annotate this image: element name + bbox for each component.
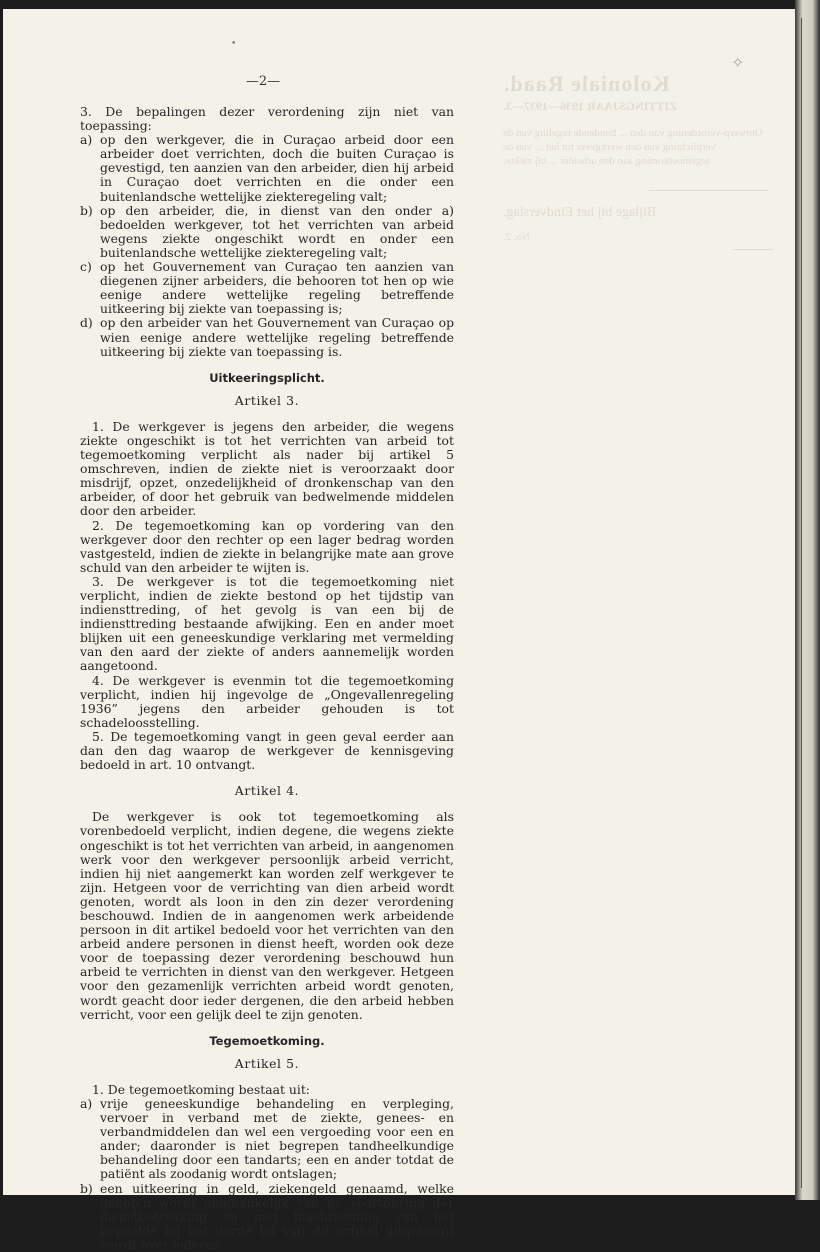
item-label: d) [80, 315, 93, 331]
paragraph: 3. De werkgever is tot die tegemoetkoming niet verplicht, indien de ziekte bestond op het tijdstip van indiensttreding, of het gevolg is van een bij de indiensttreding bestaande afwijking. Een en ander moet blijken uit een geneeskundige verklaring met vermelding van den aard der ziekte of anders aannemelijk worden aangetoond. [80, 573, 454, 674]
bleed-rule [649, 190, 769, 191]
article-title: Artikel 5. [234, 1055, 300, 1071]
section-heading: Uitkeeringsplicht. [209, 370, 325, 385]
page-number: —2— [245, 74, 281, 89]
item-label: c) [80, 259, 92, 275]
list-item [80, 1182, 454, 1252]
speck-mark: ✧ [731, 53, 745, 72]
speck-mark: • [231, 39, 237, 49]
bleed-line-1: Koloniale Raad. [503, 71, 670, 96]
item-text: een uitkeering in geld, ziekengeld genaamd, welke genoten wordt onafhankelijk van de voortduring der dienstbetrekking en met inachtneming van het bepaalde bij het derde lid van dit artikel uitgekeerd wordt over iederen [100, 1180, 454, 1252]
bleed-line-3: Ontwerp-verordening van den ... houdende regeling van de verplichting van den werkgever tot het ... van de tegemoetkoming aan den arbeider ... bij ziekte. [503, 127, 763, 167]
paragraph: 1. De werkgever is jegens den arbeider, die wegens ziekte ongeschikt is tot het verrichten van arbeid tot tegemoetkoming verplicht als nader bij artikel 5 omschreven, indien de ziekte niet is veroorzaakt door misdrijf, opzet, onzedelijkheid of dronkenschap van den arbeider, of door het gebruik van bedwelmende middelen door den arbeider. [80, 418, 454, 519]
list-item [80, 316, 454, 358]
body-text [80, 105, 454, 1252]
article-title: Artikel 3. [234, 392, 300, 408]
item-text: op den arbeider van het Gouvernement van Curaçao op wien eenige andere wettelijke regeling betreffende uitkeering bij ziekte van toepassing is. [100, 315, 454, 359]
bleed-line-2: ZITTINGSJAAR 1936—1937—3. [503, 99, 678, 113]
bleed-rule-2 [733, 249, 773, 250]
item-label: a) [80, 1096, 93, 1111]
document-page [3, 9, 795, 1252]
spine-line [801, 18, 802, 1188]
bleed-through-text [503, 71, 783, 250]
list-item [80, 1097, 454, 1182]
list-item [80, 204, 454, 260]
article-title: Artikel 4. [234, 783, 300, 799]
paragraph: De werkgever is ook tot tegemoetkoming als vorenbedoeld verplicht, indien degene, die wegens ziekte ongeschikt is tot het verrichten van arbeid, in aangenomen werk voor den werkgever persoonlijk arbeid verricht, indien hij niet aangemerkt kan worden zelf werkgever te zijn. Hetgeen voor de verrichting van dien arbeid wordt genoten, wordt als loon in den zin dezer verordening beschouwd. Indien de in aangenomen werk arbeidende persoon in dit artikel bedoeld voor het verrichten van den arbeid andere personen in dienst heeft, worden ook deze voor de toepassing dezer verordening beschouwd hun arbeid te verrichten in dienst van den werkgever. Hetgeen voor den gezamenlijk verrichten arbeid wordt genoten, wordt geacht door ieder dergenen, die den arbeid hebben verricht, voor een gelijk deel te zijn genoten. [80, 809, 454, 1022]
item-label: b) [80, 202, 93, 218]
paragraph: 1. De tegemoetkoming bestaat uit: [92, 1081, 310, 1097]
paragraph: 5. De tegemoetkoming vangt in geen geval eerder aan dan den dag waarop de werkgever de kennisgeving bedoeld in art. 10 ontvangt. [80, 728, 454, 773]
list-item [80, 133, 454, 203]
section3-intro: 3. De bepalingen dezer verordening zijn niet van toepassing: [80, 104, 454, 134]
list-item [80, 260, 454, 316]
item-text: op het Gouvernement van Curaçao ten aanzien van diegenen zijner arbeiders, die behooren tot hen op wie eenige andere wettelijke regeling betreffende uitkeering bij ziekte van toepassing is; [100, 259, 454, 317]
section-heading: Tegemoetkoming. [209, 1033, 325, 1048]
bleed-line-4: Bijlage bij het Eindverslag. [503, 205, 657, 220]
item-label: b) [80, 1180, 93, 1196]
item-label: a) [80, 132, 93, 148]
item-text: vrije geneeskundige behandeling en verpleging, vervoer in verband met de ziekte, genees- en verbandmiddelen dan wel een vergoeding voor een en ander; daaronder is niet begrepen tandheelkundige behandeling door een tandarts; een en ander totdat de patiënt als zoodanig wordt ontslagen; [100, 1096, 454, 1182]
item-text: op den werkgever, die in Curaçao arbeid door een arbeider doet verrichten, doch die buiten Curaçao is gevestigd, ten aanzien van den arbeider, dien hij arbeid in Curaçao doet verrichten en die onder een buitenlandsche wettelijke ziekteregeling valt; [100, 132, 454, 204]
bleed-line-5: No. 2. [503, 231, 531, 243]
item-text: op den arbeider, die, in dienst van den onder a) bedoelden werkgever, tot het verrichten van arbeid wegens ziekte ongeschikt wordt en onder een buitenlandsche wettelijke ziekteregeling valt; [100, 202, 454, 260]
paragraph: 4. De werkgever is evenmin tot die tegemoetkoming verplicht, indien hij ingevolge de „Ongevallenregeling 1936” jegens den arbeider gehouden is tot schadeloosstelling. [80, 672, 454, 730]
paragraph: 2. De tegemoetkoming kan op vordering van den werkgever door den rechter op een lager bedrag worden vastgesteld, indien de ziekte in belangrijke mate aan grove schuld van den arbeider te wijten is. [80, 517, 454, 575]
book-spine [795, 0, 820, 1200]
